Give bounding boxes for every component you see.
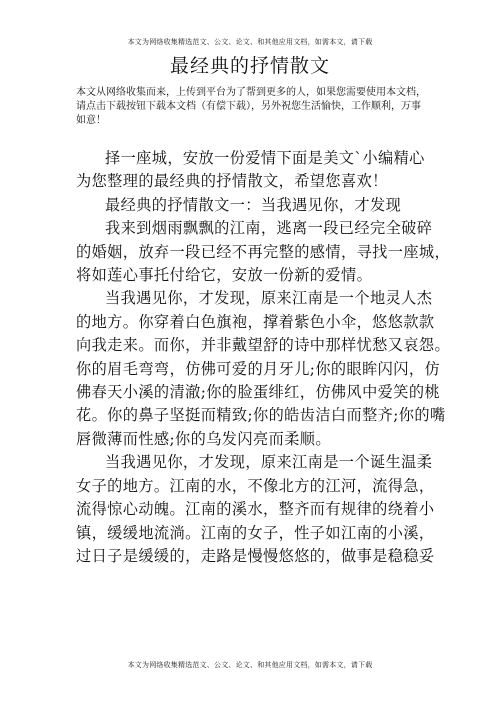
header-note: 本文为网络收集精选范文、公文、论文、和其他应用文档，如需本文，请下载 [127, 38, 373, 46]
intro-line: 如意！ [76, 115, 106, 126]
body-line: 镇，缓缓地流淌。江南的女子，性子如江南的小溪， [76, 523, 435, 542]
body-line: 过日子是缓缓的，走路是慢慢悠悠的，做事是稳稳妥 [76, 546, 435, 565]
body-line: 的婚姻，放弃一段已经不再完整的感情，寻找一座城， [76, 242, 451, 261]
body-line: 当我遇见你，才发现，原来江南是一个诞生温柔 [105, 453, 433, 472]
intro-line: 请点击下载按钮下载本文档（有偿下载），另外祝您生活愉快，工作顺利，万事 [76, 101, 421, 112]
body-line: 将如莲心事托付给它，安放一份新的爱情。 [76, 266, 373, 285]
body-line: 的地方。你穿着白色旗袍，撑着紫色小伞，悠悠款款 [76, 312, 435, 331]
section-heading: 最经典的抒情散文一：当我遇见你，才发现 [105, 195, 402, 214]
body-line: 当我遇见你，才发现，原来江南是一个地灵人杰 [105, 289, 433, 308]
body-line: 择一座城，安放一份爱情下面是美文`小编精心 [105, 149, 425, 167]
body-line: 你的眉毛弯弯，仿佛可爱的月牙儿;你的眼眸闪闪，仿 [76, 359, 441, 378]
body-line: 流得惊心动魄。江南的溪水，整齐而有规律的绕着小 [76, 500, 435, 519]
body-line: 唇微薄而性感;你的乌发闪亮而柔顺。 [76, 429, 331, 448]
intro-line: 本文从网络收集而来，上传到平台为了帮到更多的人，如果您需要使用本文档， [76, 87, 426, 98]
footer-note: 本文为网络收集精选范文、公文、论文、和其他应用文档，如需本文，请下载 [127, 661, 373, 669]
body-line: 我来到烟雨飘飘的江南，逃离一段已经完全破碎 [105, 219, 433, 238]
body-line: 女子的地方。江南的水，不像北方的江河，流得急， [76, 476, 435, 495]
body-line: 为您整理的最经典的抒情散文，希望您喜欢！ [76, 172, 388, 191]
body-line: 花。你的鼻子坚挺而精致;你的皓齿洁白而整齐;你的嘴 [76, 406, 446, 425]
article-body [76, 147, 454, 568]
document-title: 最经典的抒情散文 [169, 55, 330, 77]
intro-notice [76, 86, 428, 128]
body-line: 佛春天小溪的清澈;你的脸蛋绯红，仿佛风中爱笑的桃 [76, 383, 441, 402]
body-line: 向我走来。而你，并非戴望舒的诗中那样忧愁又哀怨。 [76, 336, 451, 355]
